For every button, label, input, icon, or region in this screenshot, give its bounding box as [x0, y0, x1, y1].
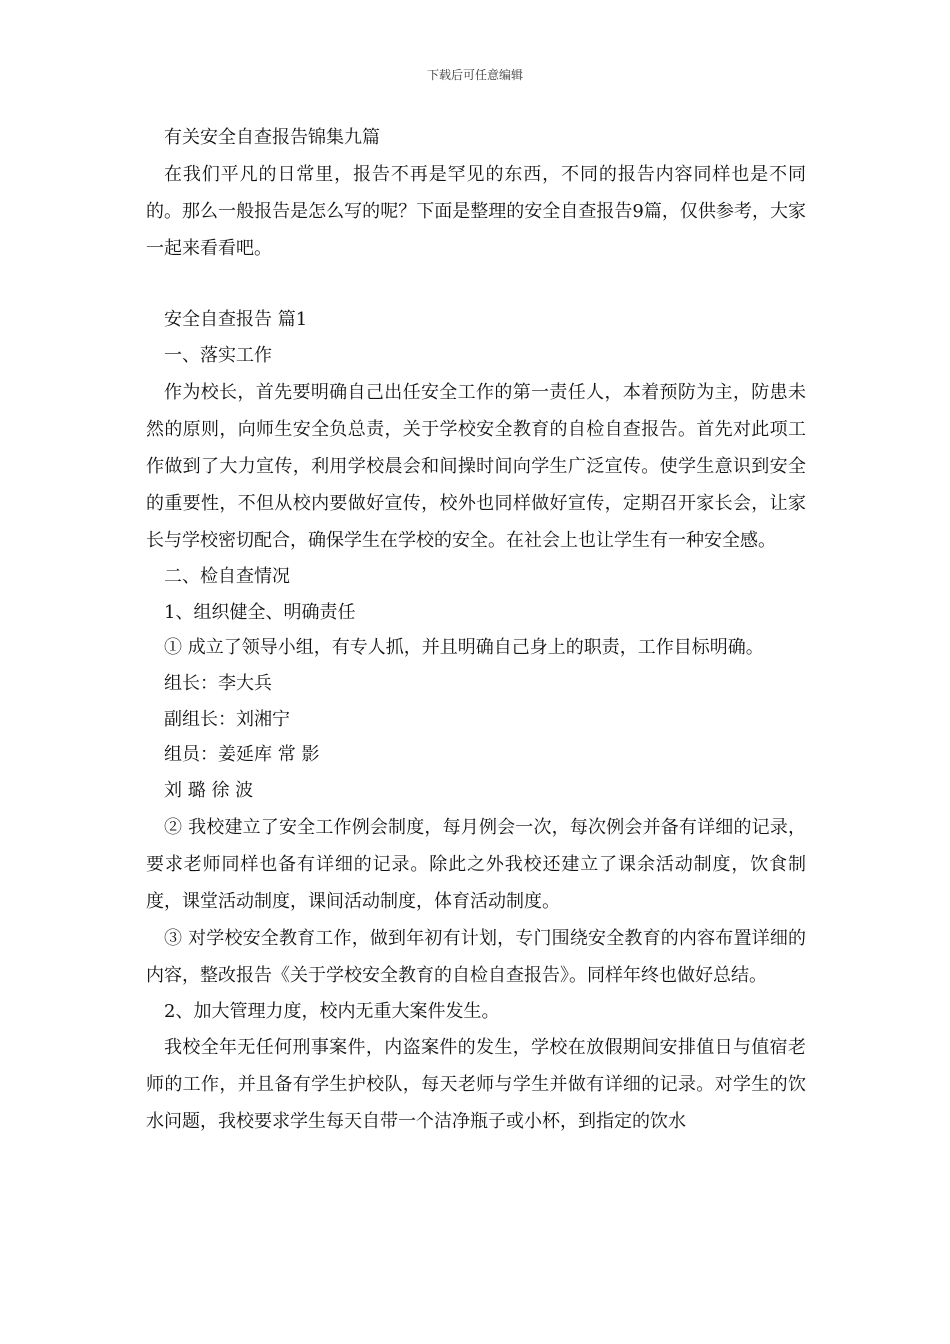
heading-inspection: 二、检自查情况 — [164, 565, 290, 587]
document-body — [146, 120, 806, 1140]
blank-line — [146, 267, 806, 303]
section-title: 安全自查报告 篇1 — [164, 309, 308, 331]
paragraph-implementation: 作为校长，首先要明确自己出任安全工作的第一责任人，本着预防为主，防患未然的原则，向师生安全负总责，关于学校安全教育的自检自查报告。首先对此项工作做到了大力宣传，利用学校晨会和间操时间向学生广泛宣传。使学生意识到安全的重要性，不但从校内要做好宣传，校外也同样做好宣传，定期召开家长会，让家长与学校密切配合，确保学生在学校的安全。在社会上也让学生有一种安全感。 — [146, 381, 806, 551]
item-annual-plan: ③ 对学校安全教育工作，做到年初有计划，专门围绕安全教育的内容布置详细的内容，整改报告《关于学校安全教育的自检自查报告》。同样年终也做好总结。 — [146, 927, 806, 986]
group-members: 组员：姜延库 常 影 — [164, 744, 320, 766]
page-header: 下载后可任意编辑 — [426, 68, 523, 82]
document-title: 有关安全自查报告锦集九篇 — [164, 127, 380, 148]
group-leader: 组长：李大兵 — [164, 672, 272, 694]
item-leadership-group: ① 成立了领导小组，有专人抓，并且明确自己身上的职责，工作目标明确。 — [164, 637, 764, 659]
item-meeting-system: ② 我校建立了安全工作例会制度，每月例会一次，每次例会并备有详细的记录，要求老师同样也备有详细的记录。除此之外我校还建立了课余活动制度，饮食制度，课堂活动制度，课间活动制度，体育活动制度。 — [146, 816, 806, 912]
deputy-leader: 副组长：刘湘宁 — [164, 708, 290, 730]
intro-paragraph: 在我们平凡的日常里，报告不再是罕见的东西，不同的报告内容同样也是不同的。那么一般报告是怎么写的呢？下面是整理的安全自查报告9篇，仅供参考，大家一起来看看吧。 — [146, 163, 806, 259]
group-members-continued: 刘 璐 徐 波 — [164, 780, 254, 802]
subheading-management: 2、加大管理力度，校内无重大案件发生。 — [164, 1000, 500, 1022]
heading-implementation: 一、落实工作 — [164, 345, 272, 367]
paragraph-management: 我校全年无任何刑事案件，内盗案件的发生，学校在放假期间安排值日与值宿老师的工作，并且备有学生护校队，每天老师与学生并做有详细的记录。对学生的饮水问题，我校要求学生每天自带一个洁净瓶子或小杯，到指定的饮水 — [146, 1037, 806, 1133]
subheading-organization: 1、组织健全、明确责任 — [164, 601, 356, 623]
